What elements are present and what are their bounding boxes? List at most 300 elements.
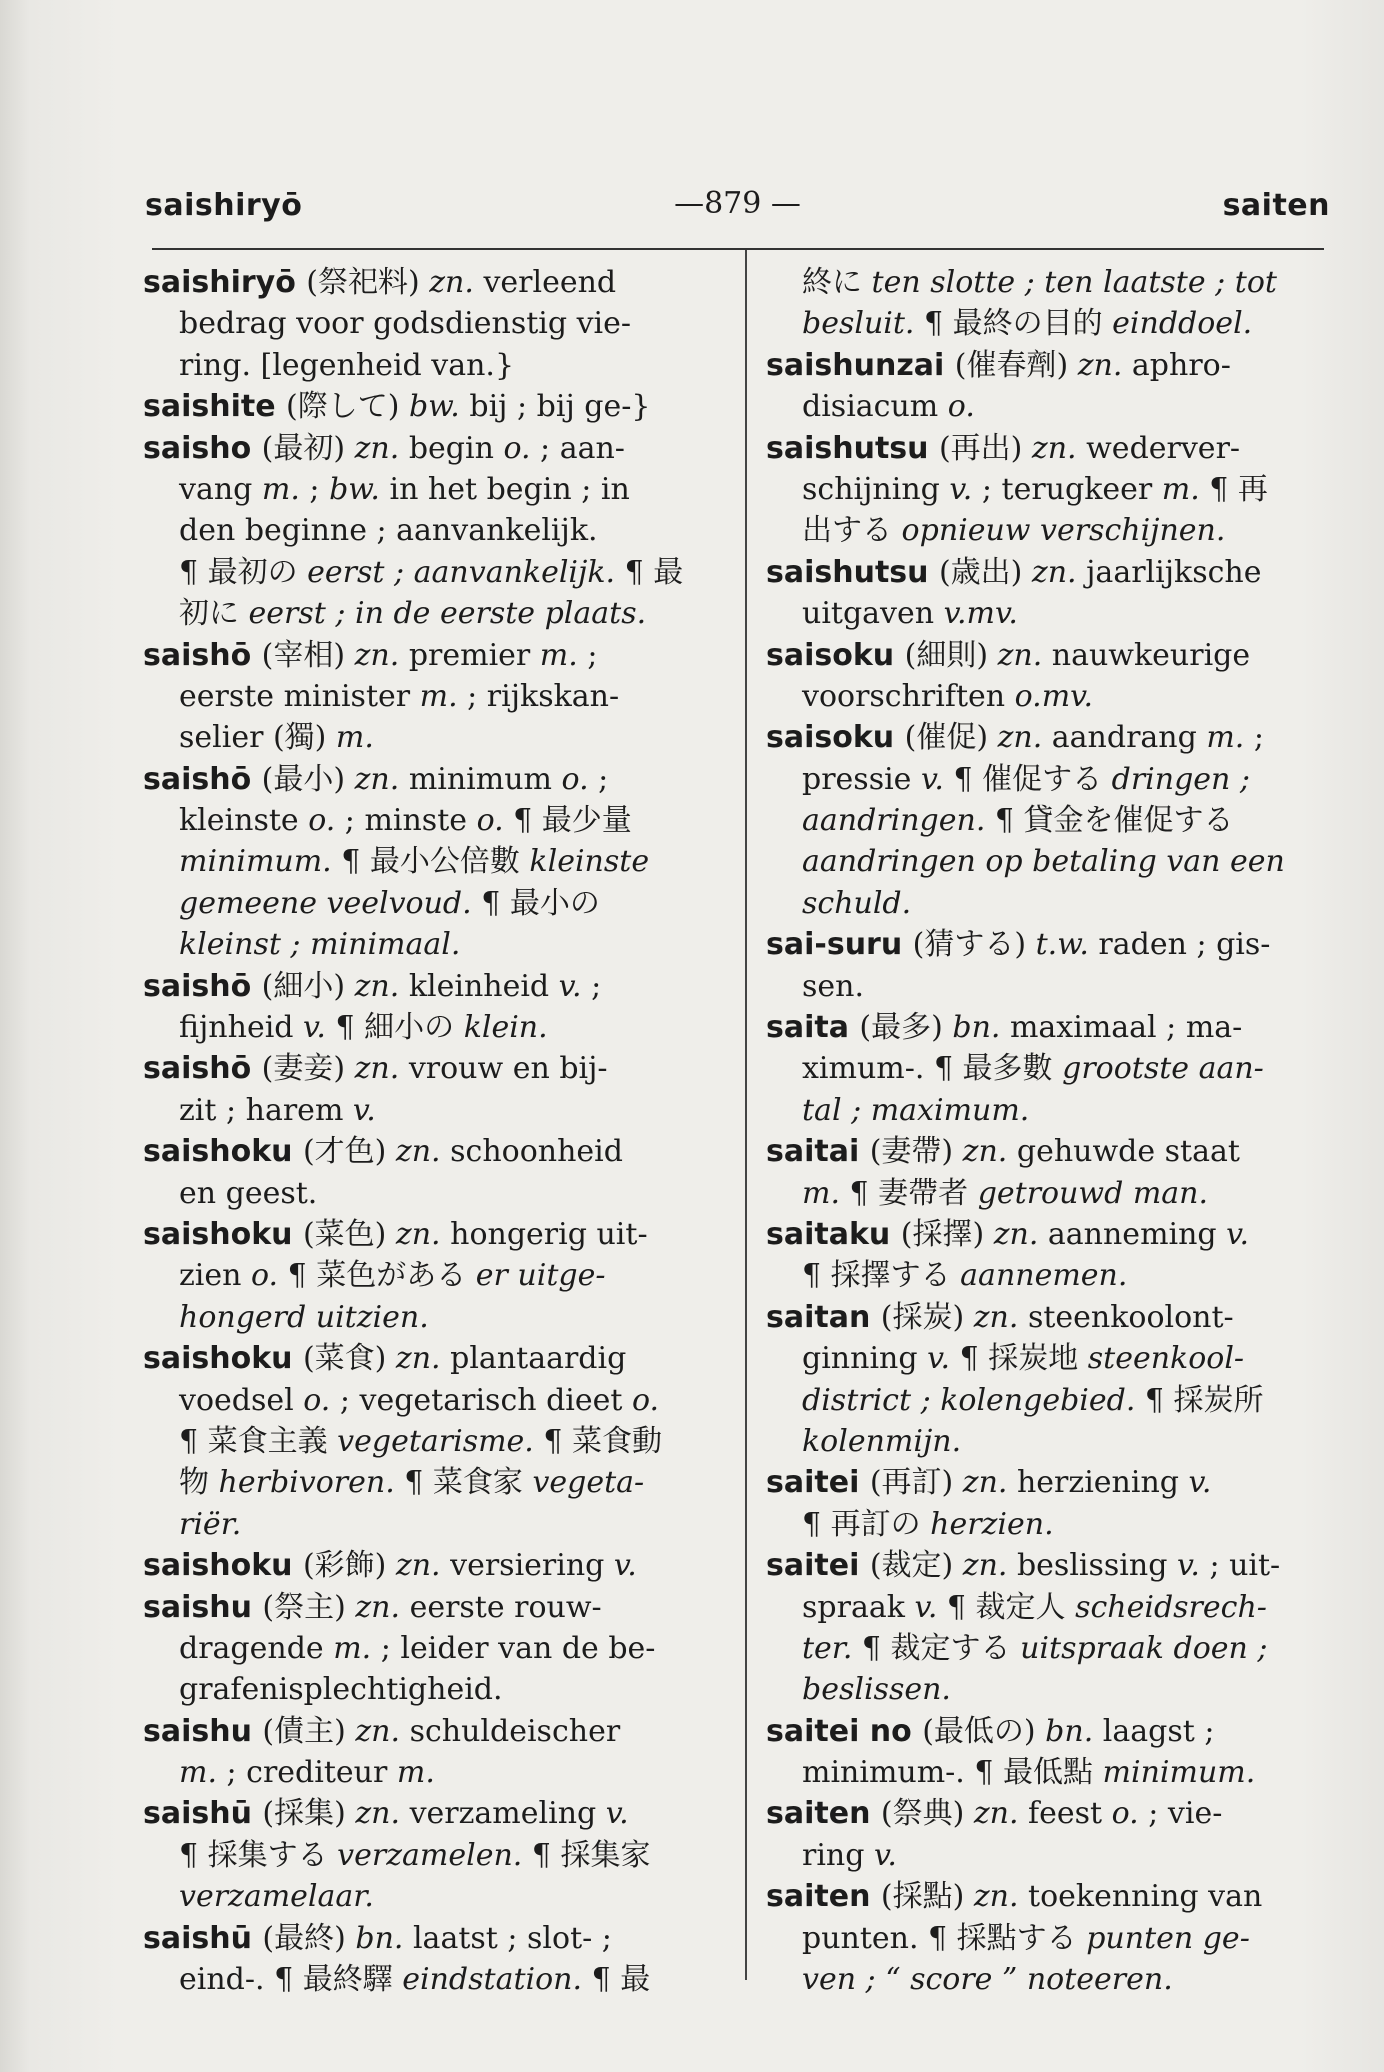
italic-text: verzamelen. bbox=[337, 1837, 523, 1873]
entry-line bbox=[143, 552, 713, 593]
entry-headline bbox=[766, 345, 1334, 386]
entry-line bbox=[766, 1504, 1334, 1545]
text-segment: eind-. ¶ 最終驛 bbox=[179, 1962, 403, 1998]
entry-line bbox=[766, 800, 1334, 841]
text-segment: ¶ 裁定人 bbox=[937, 1589, 1076, 1625]
entry-line bbox=[766, 1918, 1334, 1959]
text-segment: ¶ 採炭地 bbox=[950, 1341, 1088, 1377]
text-segment: ¶ 催促する bbox=[943, 761, 1112, 797]
text-segment: uitgaven bbox=[802, 596, 944, 632]
italic-text: bn. bbox=[952, 1010, 1001, 1046]
entry-headline bbox=[143, 1918, 713, 1959]
text-segment: sen. bbox=[802, 968, 865, 1004]
text-segment: den beginne ; aanvankelijk. bbox=[179, 513, 598, 549]
text-segment: ; rijkskan- bbox=[457, 678, 620, 714]
entry-line bbox=[143, 1876, 713, 1917]
text-segment: ; vegetarisch dieet bbox=[330, 1382, 632, 1418]
text-segment: ¶ 裁定する bbox=[852, 1630, 1021, 1666]
text-segment: ; bbox=[1244, 720, 1264, 756]
italic-text: aandringen. bbox=[802, 803, 986, 839]
text-segment: ; aan- bbox=[530, 430, 625, 466]
entry-line bbox=[766, 262, 1334, 303]
entry-line bbox=[143, 593, 713, 634]
text-segment: (細小) bbox=[261, 968, 355, 1004]
text-segment: ¶ 最小公倍數 bbox=[331, 844, 530, 880]
italic-text: ter. bbox=[802, 1630, 853, 1666]
text-segment: schoonheid bbox=[440, 1134, 623, 1170]
entry-line bbox=[143, 1835, 713, 1876]
entry-headline bbox=[766, 1876, 1334, 1917]
italic-text: klein. bbox=[463, 1010, 548, 1046]
headword: saishō bbox=[143, 761, 262, 797]
text-segment: ¶ 妻帶者 bbox=[839, 1175, 978, 1211]
text-segment: (妻妾) bbox=[261, 1051, 355, 1087]
italic-text: v. bbox=[303, 1010, 326, 1046]
text-segment: en geest. bbox=[179, 1175, 318, 1211]
entry-line bbox=[143, 841, 713, 882]
entry-line bbox=[143, 469, 713, 510]
italic-text: eerst ; in de eerste plaats. bbox=[248, 596, 647, 632]
text-segment: voedsel bbox=[179, 1382, 304, 1418]
text-segment: laagst ; bbox=[1093, 1713, 1215, 1749]
italic-text: v. bbox=[1226, 1216, 1250, 1252]
italic-text: v. bbox=[914, 1589, 938, 1625]
text-segment: herziening bbox=[1007, 1465, 1189, 1501]
headword: saishiryō bbox=[143, 265, 307, 300]
text-segment: minimum-. ¶ 最低點 bbox=[802, 1755, 1103, 1791]
text-segment: premier bbox=[399, 637, 540, 673]
text-segment: ¶ 再訂の bbox=[802, 1506, 931, 1542]
page-header bbox=[145, 178, 1330, 238]
italic-text: v. bbox=[558, 968, 582, 1004]
text-segment: plantaardig bbox=[440, 1341, 627, 1377]
text-segment: voorschriften bbox=[802, 678, 1015, 714]
headword: saishu bbox=[143, 1589, 263, 1625]
entry-line bbox=[143, 1959, 713, 2000]
italic-text: v. bbox=[352, 1092, 376, 1128]
italic-text: m. bbox=[539, 637, 578, 673]
text-segment: ¶ 最 bbox=[582, 1962, 651, 1998]
text-segment: (最多) bbox=[859, 1010, 953, 1046]
text-segment: (再出) bbox=[938, 430, 1032, 466]
italic-text: verzamelaar. bbox=[179, 1879, 374, 1915]
entry-line bbox=[766, 1048, 1334, 1089]
entry-line bbox=[143, 800, 713, 841]
text-segment: ¶ 菜食主義 bbox=[179, 1423, 338, 1459]
italic-text: zn. bbox=[355, 1589, 401, 1625]
text-segment: ¶ 最 bbox=[615, 554, 684, 590]
text-segment: (才色) bbox=[302, 1134, 396, 1170]
text-segment: kleinste bbox=[179, 803, 309, 839]
entry-headline bbox=[143, 1338, 713, 1379]
headword: saishō bbox=[143, 637, 262, 673]
italic-text: zn. bbox=[973, 1299, 1019, 1335]
text-segment: jaarlijksche bbox=[1076, 554, 1262, 590]
entry-headline bbox=[143, 1711, 713, 1752]
italic-text: zn. bbox=[354, 1051, 400, 1087]
italic-text: bw. bbox=[329, 471, 380, 507]
italic-text: zn. bbox=[395, 1341, 441, 1377]
italic-text: v. bbox=[874, 1837, 897, 1873]
entry-line bbox=[143, 303, 713, 344]
italic-text: v. bbox=[920, 761, 944, 797]
text-segment: 終に bbox=[802, 265, 872, 300]
text-segment: ¶ 最小の bbox=[471, 885, 600, 921]
entry-headline bbox=[143, 635, 713, 676]
italic-text: o. bbox=[1111, 1796, 1139, 1832]
text-segment: in het begin ; in bbox=[379, 471, 630, 507]
italic-text: zn. bbox=[973, 1879, 1019, 1915]
text-segment: ; bbox=[299, 471, 330, 507]
text-segment: (採擇) bbox=[900, 1216, 994, 1252]
entry-headline bbox=[766, 1462, 1334, 1503]
italic-text: zn. bbox=[354, 761, 400, 797]
entry-line bbox=[143, 924, 713, 965]
text-segment: verzameling bbox=[400, 1796, 606, 1832]
entry-line bbox=[766, 676, 1334, 717]
header-rule bbox=[152, 248, 1324, 250]
headword: saitai bbox=[766, 1134, 870, 1170]
italic-text: o. bbox=[251, 1258, 279, 1294]
entry-line bbox=[766, 759, 1334, 800]
italic-text: zn. bbox=[354, 430, 400, 466]
entry-line bbox=[143, 1421, 713, 1462]
text-segment: ¶ 菜食家 bbox=[394, 1465, 533, 1501]
text-segment: 出する bbox=[802, 513, 902, 549]
headword: saishō bbox=[143, 968, 262, 1004]
text-segment: ; bbox=[588, 761, 609, 797]
headword: saishō bbox=[143, 1051, 262, 1087]
headword: saishutsu bbox=[766, 430, 939, 466]
headword: saishoku bbox=[143, 1134, 303, 1170]
text-segment: (催春劑) bbox=[954, 347, 1078, 383]
text-segment: steenkoolont- bbox=[1018, 1299, 1234, 1335]
text-segment: verleend bbox=[473, 265, 617, 300]
text-segment: aphro- bbox=[1122, 347, 1231, 383]
text-segment: (最低の) bbox=[922, 1713, 1046, 1749]
entry-headline bbox=[143, 966, 713, 1007]
text-segment: hongerig uit- bbox=[440, 1216, 648, 1252]
italic-text: steenkool- bbox=[1087, 1341, 1245, 1377]
italic-text: zn. bbox=[993, 1216, 1039, 1252]
italic-text: m. bbox=[179, 1755, 217, 1791]
entry-line bbox=[143, 1173, 713, 1214]
entry-headline bbox=[766, 1007, 1334, 1048]
italic-text: v. bbox=[949, 471, 973, 507]
entry-headline bbox=[766, 1545, 1334, 1586]
entry-line bbox=[766, 1628, 1334, 1669]
entry-headline bbox=[766, 1214, 1334, 1255]
text-segment: ; terugkeer bbox=[972, 471, 1162, 507]
entry-headline bbox=[766, 717, 1334, 758]
italic-text: zn. bbox=[997, 720, 1043, 756]
entry-headline bbox=[766, 552, 1334, 593]
text-segment: ximum-. ¶ 最多數 bbox=[802, 1051, 1063, 1087]
text-segment: schuldeischer bbox=[400, 1713, 621, 1749]
entry-line bbox=[766, 386, 1334, 427]
italic-text: tal ; maximum. bbox=[802, 1092, 1030, 1128]
entry-headline bbox=[143, 262, 713, 303]
italic-text: zn. bbox=[973, 1796, 1019, 1832]
italic-text: hongerd uitzien. bbox=[179, 1299, 429, 1335]
italic-text: vegetarisme. bbox=[337, 1423, 534, 1459]
headword: saishoku bbox=[143, 1341, 303, 1377]
entry-headline bbox=[143, 1214, 713, 1255]
text-segment: (際して) bbox=[286, 389, 409, 425]
entry-headline bbox=[143, 1048, 713, 1089]
entry-headline bbox=[766, 1297, 1334, 1338]
entry-line bbox=[766, 1835, 1334, 1876]
text-segment: (宰相) bbox=[261, 637, 355, 673]
text-segment: (最初) bbox=[261, 430, 355, 466]
italic-text: zn. bbox=[354, 637, 400, 673]
text-segment: bij ; bij ge-} bbox=[459, 389, 651, 425]
entry-line bbox=[143, 1007, 713, 1048]
text-segment: gehuwde staat bbox=[1007, 1134, 1240, 1170]
italic-text: m. bbox=[419, 678, 458, 714]
text-segment: fijnheid bbox=[179, 1010, 304, 1046]
text-segment: 初に bbox=[179, 596, 249, 632]
italic-text: aannemen. bbox=[960, 1258, 1128, 1294]
italic-text: zn. bbox=[997, 637, 1043, 673]
text-segment: bedrag voor godsdienstig vie- bbox=[179, 306, 632, 342]
entry-line bbox=[143, 883, 713, 924]
entry-line bbox=[143, 1297, 713, 1338]
headword: saitaku bbox=[766, 1216, 901, 1252]
italic-text: o.mv. bbox=[1014, 678, 1094, 714]
italic-text: kolenmijn. bbox=[802, 1423, 962, 1459]
headword: saisoku bbox=[766, 720, 905, 756]
headword: saishu bbox=[143, 1713, 263, 1749]
headword: saishoku bbox=[143, 1548, 303, 1584]
italic-text: besluit. bbox=[802, 306, 915, 342]
italic-text: opnieuw verschijnen. bbox=[901, 513, 1226, 549]
entry-line bbox=[143, 345, 713, 386]
italic-text: zn. bbox=[1077, 347, 1123, 383]
italic-text: district ; kolengebied. bbox=[802, 1382, 1136, 1418]
text-segment: (彩飾) bbox=[302, 1548, 396, 1584]
entry-line bbox=[766, 469, 1334, 510]
text-segment: (祭主) bbox=[262, 1589, 356, 1625]
text-segment: ¶ 最少量 bbox=[503, 803, 632, 839]
text-segment: ; bbox=[577, 637, 598, 673]
italic-text: herzien. bbox=[930, 1506, 1054, 1542]
italic-text: bw. bbox=[408, 389, 460, 425]
italic-text: o. bbox=[476, 803, 504, 839]
text-segment: toekenning van bbox=[1018, 1879, 1263, 1915]
text-segment: kleinheid bbox=[399, 968, 559, 1004]
headword: saishū bbox=[143, 1920, 263, 1956]
column-divider bbox=[745, 250, 747, 1980]
headword: saishū bbox=[143, 1796, 263, 1832]
entry-line bbox=[143, 1504, 713, 1545]
text-segment: nauwkeurige bbox=[1042, 637, 1251, 673]
entry-line bbox=[766, 966, 1334, 1007]
italic-text: dringen ; bbox=[1111, 761, 1251, 797]
italic-text: kleinst ; minimaal. bbox=[179, 927, 461, 963]
text-segment: (裁定) bbox=[869, 1548, 963, 1584]
text-segment: (細則) bbox=[904, 637, 998, 673]
page-number: —879 — bbox=[674, 186, 801, 221]
headword: saitei bbox=[766, 1465, 870, 1501]
italic-text: ten slotte ; ten laatste ; tot bbox=[871, 265, 1277, 300]
text-segment: ¶ 採集家 bbox=[522, 1837, 651, 1873]
italic-text: zn. bbox=[1031, 554, 1077, 590]
entry-line bbox=[766, 1421, 1334, 1462]
text-segment: (歳出) bbox=[938, 554, 1032, 590]
headword: saishutsu bbox=[766, 554, 939, 590]
italic-text: bn. bbox=[1045, 1713, 1094, 1749]
italic-text: v. bbox=[605, 1796, 629, 1832]
text-segment: versiering bbox=[440, 1548, 614, 1584]
text-segment: 物 bbox=[179, 1465, 219, 1501]
running-head-right: saiten bbox=[1222, 188, 1330, 223]
italic-text: t.w. bbox=[1035, 927, 1089, 963]
italic-text: zn. bbox=[962, 1134, 1008, 1170]
text-segment: ginning bbox=[802, 1341, 928, 1377]
entry-line bbox=[766, 1173, 1334, 1214]
entry-line bbox=[766, 841, 1334, 882]
entry-headline bbox=[143, 1131, 713, 1172]
entry-line bbox=[766, 1380, 1334, 1421]
italic-text: zn. bbox=[355, 1713, 401, 1749]
text-segment: ¶ 採擇する bbox=[802, 1258, 961, 1294]
entry-line bbox=[143, 717, 713, 758]
text-segment: eerste rouw- bbox=[400, 1589, 602, 1625]
text-segment: (菜色) bbox=[302, 1216, 396, 1252]
text-segment: (採炭) bbox=[880, 1299, 974, 1335]
italic-text: scheidsrech- bbox=[1075, 1589, 1267, 1625]
text-segment: raden ; gis- bbox=[1088, 927, 1271, 963]
italic-text: m. bbox=[802, 1175, 840, 1211]
italic-text: schuld. bbox=[802, 885, 912, 921]
text-segment: ; uit- bbox=[1199, 1548, 1281, 1584]
entry-headline bbox=[766, 1131, 1334, 1172]
italic-text: herbivoren. bbox=[218, 1465, 395, 1501]
italic-text: kleinste bbox=[529, 844, 650, 880]
headword: saiten bbox=[766, 1879, 881, 1915]
italic-text: zn. bbox=[355, 1796, 401, 1832]
entry-headline bbox=[766, 428, 1334, 469]
entry-line bbox=[143, 676, 713, 717]
headword: saisho bbox=[143, 430, 262, 466]
entry-headline bbox=[766, 1711, 1334, 1752]
text-segment: selier (獨) bbox=[179, 720, 336, 756]
entry-headline bbox=[766, 635, 1334, 676]
text-segment: ; bbox=[581, 968, 602, 1004]
text-segment: ¶ 最終の目的 bbox=[914, 306, 1113, 342]
text-segment: spraak bbox=[802, 1589, 915, 1625]
italic-text: v. bbox=[613, 1548, 637, 1584]
text-segment: pressie bbox=[802, 761, 921, 797]
italic-text: aandringen op betaling van een bbox=[802, 844, 1285, 880]
italic-text: zn. bbox=[395, 1134, 441, 1170]
italic-text: m. bbox=[396, 1755, 435, 1791]
right-column bbox=[766, 262, 1334, 2000]
text-segment: (再訂) bbox=[869, 1465, 963, 1501]
entry-line bbox=[766, 1587, 1334, 1628]
italic-text: o. bbox=[503, 430, 531, 466]
text-segment: ; minste bbox=[335, 803, 477, 839]
italic-text: zn. bbox=[429, 265, 474, 300]
italic-text: zn. bbox=[962, 1465, 1008, 1501]
italic-text: o. bbox=[308, 803, 336, 839]
text-segment: (妻帶) bbox=[869, 1134, 963, 1170]
text-segment: vrouw en bij- bbox=[399, 1051, 608, 1087]
entry-line bbox=[143, 1752, 713, 1793]
entry-line bbox=[766, 1752, 1334, 1793]
italic-text: minimum. bbox=[179, 844, 332, 880]
italic-text: o. bbox=[947, 389, 975, 425]
text-segment: ring. [legenheid van.} bbox=[179, 347, 515, 383]
entry-headline bbox=[143, 759, 713, 800]
italic-text: zn. bbox=[1031, 430, 1077, 466]
text-segment: (最終) bbox=[262, 1920, 356, 1956]
text-segment: (菜食) bbox=[302, 1341, 396, 1377]
text-segment: punten. ¶ 採點する bbox=[802, 1920, 1087, 1956]
italic-text: o. bbox=[632, 1382, 660, 1418]
headword: saitei no bbox=[766, 1713, 923, 1749]
running-head-left: saishiryō bbox=[145, 188, 303, 223]
text-segment: ¶ 貸金を催促する bbox=[985, 803, 1234, 839]
left-column bbox=[143, 262, 713, 2000]
entry-line bbox=[766, 303, 1334, 344]
text-segment: ; vie- bbox=[1138, 1796, 1223, 1832]
text-segment: ring bbox=[802, 1837, 874, 1873]
entry-headline bbox=[143, 1587, 713, 1628]
text-segment: dragende bbox=[179, 1630, 334, 1666]
italic-text: v. bbox=[1188, 1465, 1212, 1501]
entry-line bbox=[766, 1255, 1334, 1296]
italic-text: eerst ; aanvankelijk. bbox=[307, 554, 616, 590]
italic-text: punten ge- bbox=[1086, 1920, 1250, 1956]
text-segment: schijning bbox=[802, 471, 950, 507]
italic-text: bn. bbox=[355, 1920, 404, 1956]
text-segment: minimum bbox=[399, 761, 562, 797]
entry-line bbox=[143, 1255, 713, 1296]
italic-text: vegeta- bbox=[532, 1465, 645, 1501]
italic-text: ven ; “ score ” noteeren. bbox=[802, 1962, 1173, 1998]
text-segment: feest bbox=[1018, 1796, 1112, 1832]
text-segment: (採集) bbox=[262, 1796, 356, 1832]
text-segment: eerste minister bbox=[179, 678, 420, 714]
italic-text: er uitge- bbox=[475, 1258, 606, 1294]
italic-text: grootste aan- bbox=[1062, 1051, 1264, 1087]
entry-line bbox=[766, 1959, 1334, 2000]
text-segment: ¶ 菜色がある bbox=[278, 1258, 476, 1294]
text-segment: ¶ 細小の bbox=[325, 1010, 464, 1046]
italic-text: zn. bbox=[395, 1216, 441, 1252]
text-segment: aandrang bbox=[1042, 720, 1207, 756]
italic-text: uitspraak doen ; bbox=[1020, 1630, 1268, 1666]
entry-line bbox=[143, 1380, 713, 1421]
entry-line bbox=[766, 1090, 1334, 1131]
entry-headline bbox=[143, 1545, 713, 1586]
text-segment: grafenisplechtigheid. bbox=[179, 1672, 503, 1708]
text-segment: (最小) bbox=[261, 761, 355, 797]
entry-line bbox=[143, 1669, 713, 1710]
italic-text: v. bbox=[927, 1341, 951, 1377]
text-segment: begin bbox=[399, 430, 504, 466]
text-segment: (採點) bbox=[880, 1879, 974, 1915]
headword: saishite bbox=[143, 389, 287, 425]
entry-headline bbox=[766, 1793, 1334, 1834]
italic-text: gemeene veelvoud. bbox=[179, 885, 472, 921]
italic-text: zn. bbox=[395, 1548, 441, 1584]
text-segment: vang bbox=[179, 471, 262, 507]
text-segment: (猜する) bbox=[912, 927, 1036, 963]
italic-text: m. bbox=[261, 471, 300, 507]
